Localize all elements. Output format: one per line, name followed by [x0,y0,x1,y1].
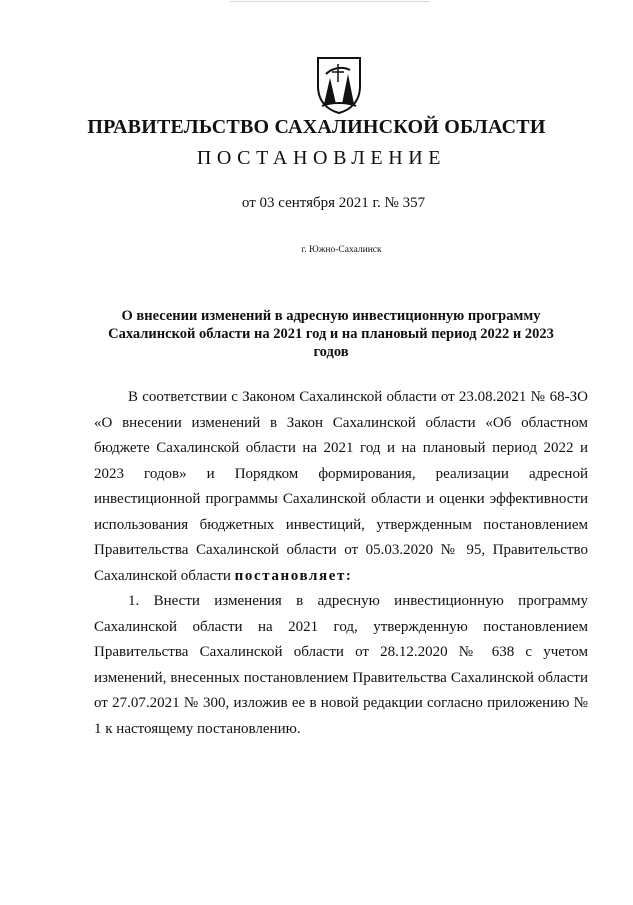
date-number-line: от 03 сентября 2021 г. № 357 [241,195,426,211]
paragraph-preamble [94,385,588,589]
government-title: ПРАВИТЕЛЬСТВО САХАЛИНСКОЙ ОБЛАСТИ [87,116,546,138]
document-type: ПОСТАНОВЛЕНИЕ [196,147,447,169]
paragraph-item-1: 1. Внести изменения в адресную инвестиционную программу Сахалинской области на 2021 год, утвержденную постановлением Правительства Сахалинской области от 28.12.2020 № 638 с учетом изменений, внесенных постановлением Правительства Сахалинской области от 27.07.2021 № 300, изложив ее в новой редакции согласно приложению № 1 к настоящему постановлению. [94,593,588,737]
sakhalin-coat-of-arms-icon [316,56,362,114]
document-body [94,385,588,742]
document-subject [96,307,566,361]
preamble-text: В соответствии с Законом Сахалинской области от 23.08.2021 № 68-ЗО «О внесении изменений в Закон Сахалинской области «Об областном бюджете Сахалинской области на 2021 год и на плановый период 2022 и 2023 годов» и Порядком формирования, реализации адресной инвестиционной программы Сахалинской области и оценки эффективности использования бюджетных инвестиций, утвержденным постановлением Правительства Сахалинской области от 05.03.2020 № 95, Правительство Сахалинской области [94,389,588,584]
subject-line: О внесении изменений в адресную инвестиционную программу [121,308,541,324]
subject-line: Сахалинской области на 2021 год и на плановый период 2022 и 2023 [108,326,554,342]
resolves-keyword: постановляет: [234,567,353,584]
subject-line: годов [313,344,349,360]
scan-edge-line [230,1,430,2]
city-line: г. Южно-Сахалинск [301,245,382,255]
